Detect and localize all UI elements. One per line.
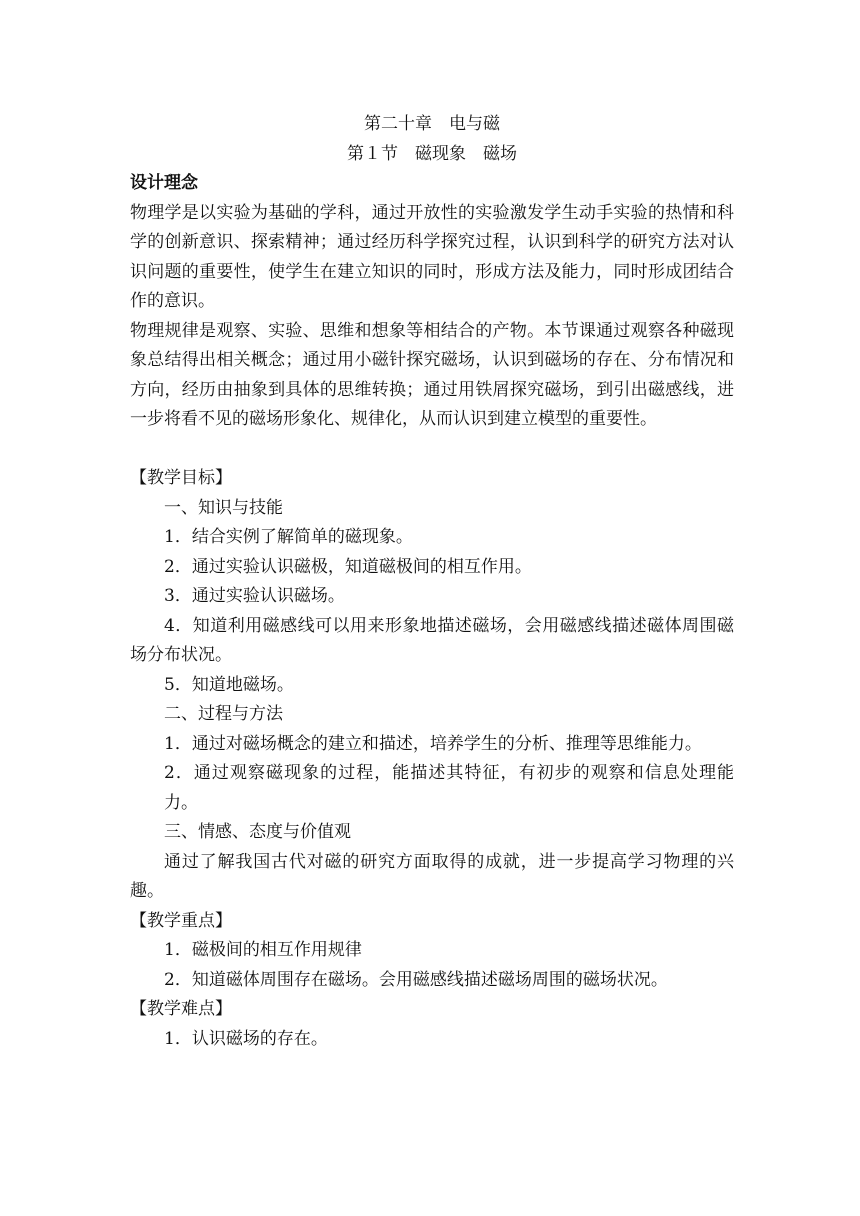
design-paragraph-2: 物理规律是观察、实验、思维和想象等相结合的产物。本节课通过观察各种磁现象总结得出相关概念；通过用小磁针探究磁场，认识到磁场的存在、分布情况和方向，经历由抽象到具体的思维转换；通过用铁屑探究磁场，到引出磁感线，进一步将看不见的磁场形象化、规律化，从而认识到建立模型的重要性。 xyxy=(130,320,734,429)
spacer xyxy=(130,435,734,465)
knowledge-item: 1．结合实例了解简单的磁现象。 xyxy=(164,527,413,547)
difficulties-heading: 【教学难点】 xyxy=(130,999,232,1019)
process-item: 1．通过对磁场概念的建立和描述，培养学生的分析、推理等思维能力。 xyxy=(164,733,702,754)
knowledge-item: 3．通过实验认识磁场。 xyxy=(164,586,345,606)
process-item: 2．通过观察磁现象的过程，能描述其特征，有初步的观察和信息处理能力。 xyxy=(164,763,734,813)
emotion-heading: 三、情感、态度与价值观 xyxy=(164,822,351,842)
key-point-item: 2．知道磁体周围存在磁场。会用磁感线描述磁场周围的磁场状况。 xyxy=(164,969,668,990)
goals-heading: 【教学目标】 xyxy=(130,468,232,488)
design-heading: 设计理念 xyxy=(130,173,198,193)
knowledge-item: 4．知道利用磁感线可以用来形象地描述磁场，会用磁感线描述磁体周围磁场分布状况。 xyxy=(130,615,734,665)
knowledge-heading: 一、知识与技能 xyxy=(164,497,283,518)
key-point-item: 1．磁极间的相互作用规律 xyxy=(164,940,362,960)
knowledge-item: 2．通过实验认识磁极，知道磁极间的相互作用。 xyxy=(164,556,532,577)
section-title: 第１节 磁现象 磁场 xyxy=(347,143,517,164)
chapter-title: 第二十章 电与磁 xyxy=(364,114,500,134)
document-page xyxy=(130,110,734,1054)
key-points-heading: 【教学重点】 xyxy=(130,910,232,931)
difficulty-item: 1．认识磁场的存在。 xyxy=(164,1028,328,1049)
emotion-text: 通过了解我国古代对磁的研究方面取得的成就，进一步提高学习物理的兴趣。 xyxy=(130,851,734,901)
process-heading: 二、过程与方法 xyxy=(164,704,283,724)
design-paragraph-1: 物理学是以实验为基础的学科，通过开放性的实验激发学生动手实验的热情和科学的创新意识、探索精神；通过经历科学探究过程，认识到科学的研究方法对认识问题的重要性，使学生在建立知识的同时，形成方法及能力，同时形成团结合作的意识。 xyxy=(130,202,734,311)
knowledge-item: 5．知道地磁场。 xyxy=(164,674,294,695)
